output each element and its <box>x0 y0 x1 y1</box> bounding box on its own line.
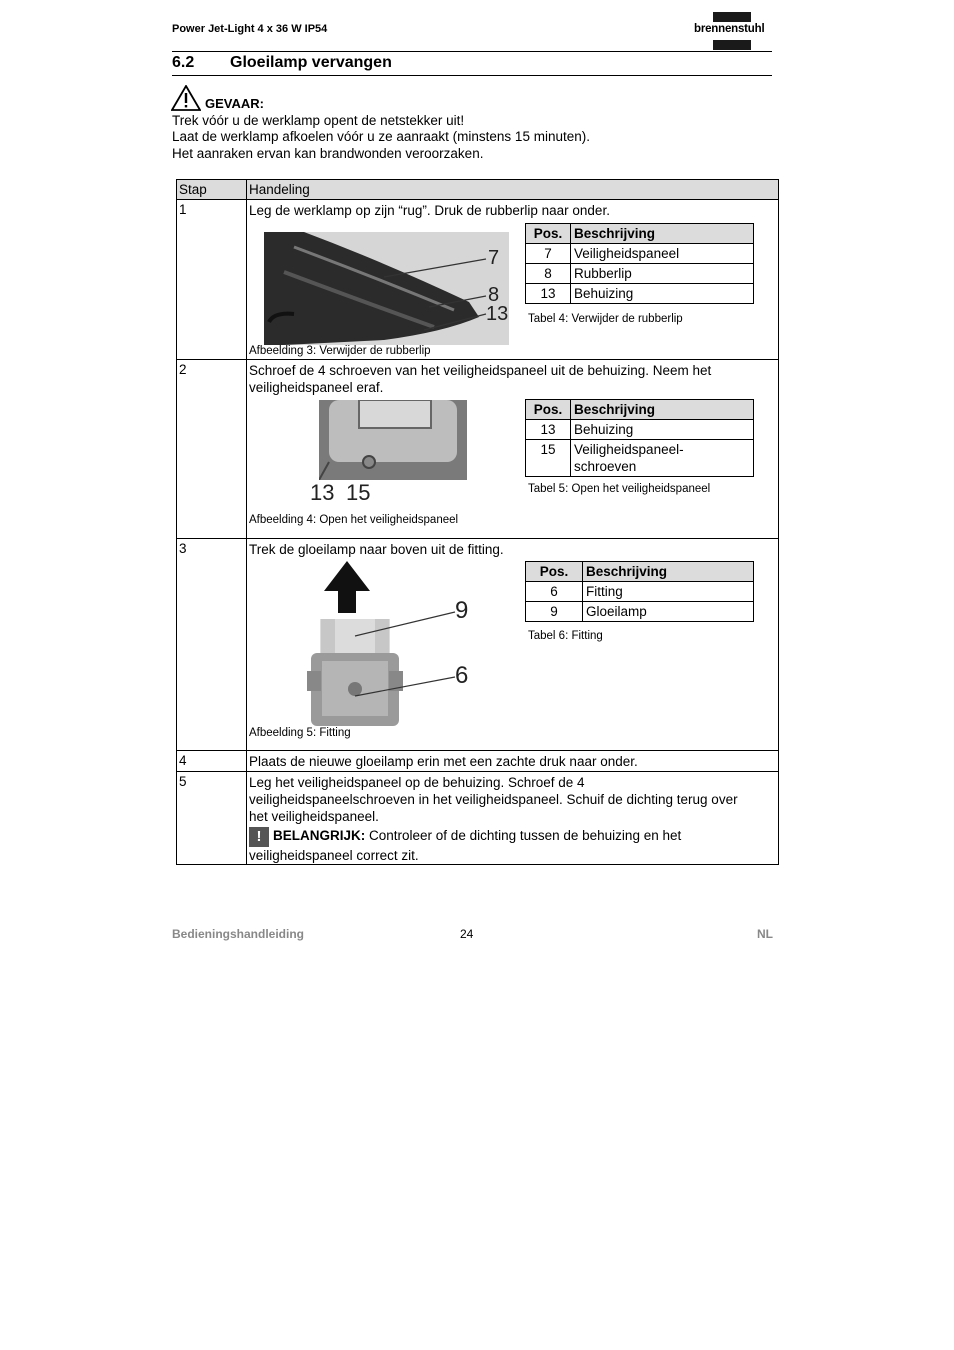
important-text: Controleer of de dichting tussen de behuizing en het <box>365 828 682 843</box>
important-label: BELANGRIJK: <box>273 828 366 843</box>
position-description: Veiligheidspaneel <box>571 244 754 264</box>
callout-label: 6 <box>455 662 469 689</box>
callout-label: 9 <box>455 597 469 624</box>
subtable-header: Pos. <box>526 400 571 420</box>
table-caption: Tabel 5: Open het veiligheidspaneel <box>528 483 711 495</box>
step-number: 4 <box>177 751 247 772</box>
figure-caption: Afbeelding 5: Fitting <box>249 727 351 739</box>
section-number: 6.2 <box>172 54 195 71</box>
step-number: 3 <box>177 539 247 751</box>
column-header-action: Handeling <box>247 180 779 200</box>
position-number: 13 <box>526 420 571 440</box>
step-number: 5 <box>177 772 247 865</box>
position-number: 8 <box>526 264 571 284</box>
table-row <box>177 751 779 772</box>
step-number: 2 <box>177 360 247 539</box>
position-number: 7 <box>526 244 571 264</box>
table-row <box>177 772 779 865</box>
brand-logo: brennenstuhl <box>694 12 776 50</box>
table-row <box>177 539 779 751</box>
position-description: Veiligheidspaneel- schroeven <box>571 440 754 477</box>
callout-label: 13 <box>310 480 335 505</box>
warning-line: Het aanraken ervan kan brandwonden veroorzaken. <box>172 146 484 161</box>
warning-triangle-icon <box>171 85 201 111</box>
document-title: Power Jet-Light 4 x 36 W IP54 <box>172 23 328 35</box>
position-number: 9 <box>526 602 583 622</box>
step-content <box>247 200 779 360</box>
position-description: Rubberlip <box>571 264 754 284</box>
step-text: Plaats de nieuwe gloeilamp erin met een zachte druk naar onder. <box>249 754 638 769</box>
page-number: 24 <box>460 927 474 941</box>
callout-label: 8 <box>488 284 500 306</box>
warning-label: GEVAAR: <box>205 96 264 111</box>
subtable-header: Beschrijving <box>571 400 754 420</box>
position-description: Behuizing <box>571 284 754 304</box>
position-number: 13 <box>526 284 571 304</box>
position-description: Fitting <box>583 582 754 602</box>
step-content <box>247 751 779 772</box>
table-header-row <box>177 180 779 200</box>
header-divider <box>172 51 772 52</box>
step-content <box>247 539 779 751</box>
table-row <box>177 200 779 360</box>
callout-label: 13 <box>486 303 509 325</box>
position-number: 6 <box>526 582 583 602</box>
rubber-lip-photo <box>264 232 509 345</box>
step-text: Leg de werklamp op zijn “rug”. Druk de rubberlip naar onder. <box>249 203 610 218</box>
warning-line: Laat de werklamp afkoelen vóór u ze aanraakt (minstens 15 minuten). <box>172 129 590 144</box>
subtable-header: Beschrijving <box>571 224 754 244</box>
warning-line: Trek vóór u de werklamp opent de netstekker uit! <box>172 113 465 128</box>
position-table <box>525 223 754 304</box>
section-title: Gloeilamp vervangen <box>230 54 392 71</box>
exclamation-icon: ! <box>249 827 269 847</box>
footer-document-type: Bedieningshandleiding <box>172 927 305 941</box>
position-description: Gloeilamp <box>583 602 754 622</box>
step-text: veiligheidspaneelschroeven in het veiligheidspaneel. Schuif de dichting terug over <box>249 792 738 807</box>
step-text: Leg het veiligheidspaneel op de behuizing. Schroef de 4 <box>249 775 585 790</box>
table-caption: Tabel 6: Fitting <box>528 630 603 642</box>
table-caption: Tabel 4: Verwijder de rubberlip <box>528 313 683 325</box>
position-description: Behuizing <box>571 420 754 440</box>
step-content <box>247 360 779 539</box>
step-text: het veiligheidspaneel. <box>249 809 379 824</box>
procedure-table <box>176 179 779 865</box>
callout-label: 7 <box>488 247 500 269</box>
table-row <box>177 360 779 539</box>
step-text: Trek de gloeilamp naar boven uit de fitting. <box>249 542 504 557</box>
callout-label: 15 <box>346 480 371 505</box>
subtable-header: Pos. <box>526 562 583 582</box>
important-text: veiligheidspaneel correct zit. <box>249 848 419 863</box>
step-number: 1 <box>177 200 247 360</box>
step-content <box>247 772 779 865</box>
step-text: Schroef de 4 schroeven van het veiligheidspaneel uit de behuizing. Neem het <box>249 363 712 378</box>
fitting-photo <box>307 561 467 726</box>
footer-language: NL <box>757 927 773 941</box>
housing-photo <box>319 400 467 480</box>
important-note <box>249 827 776 847</box>
column-header-step: Stap <box>177 180 247 200</box>
subtable-header: Beschrijving <box>583 562 754 582</box>
step-text: veiligheidspaneel eraf. <box>249 380 384 395</box>
figure-caption: Afbeelding 4: Open het veiligheidspaneel <box>249 514 459 526</box>
figure-caption: Afbeelding 3: Verwijder de rubberlip <box>249 345 431 357</box>
section-divider <box>172 75 772 76</box>
position-table <box>525 561 754 622</box>
subtable-header: Pos. <box>526 224 571 244</box>
position-table <box>525 399 754 477</box>
position-number: 15 <box>526 440 571 477</box>
